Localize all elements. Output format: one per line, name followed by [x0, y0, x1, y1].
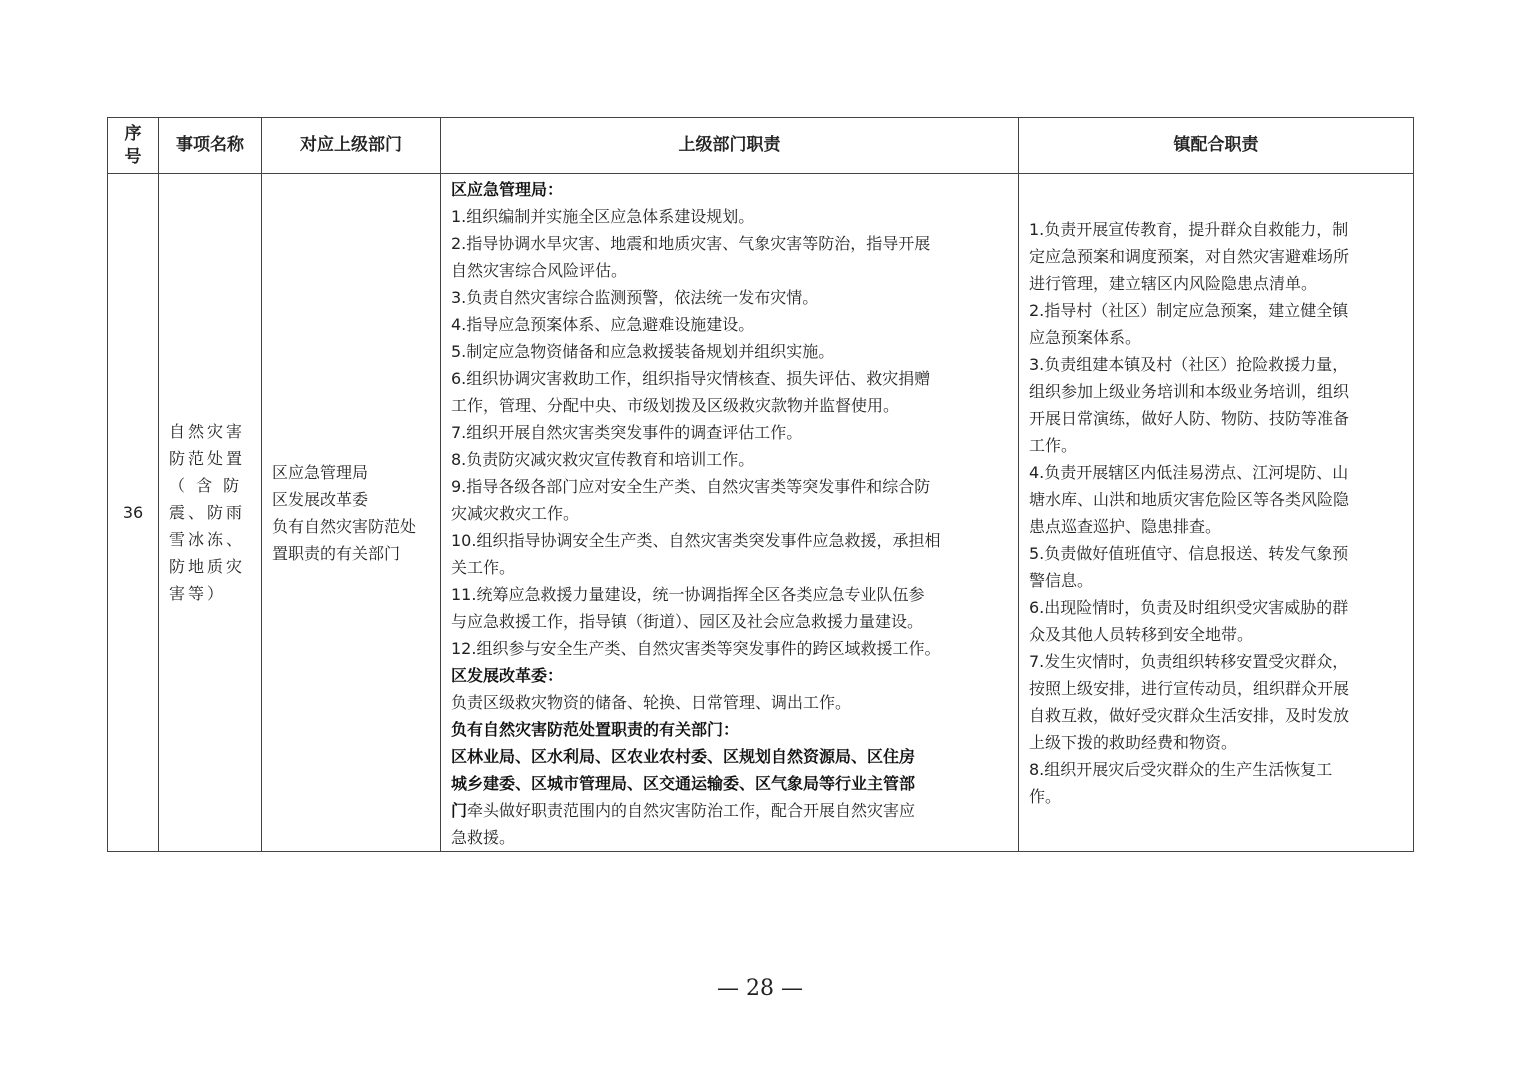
duty-line: 4.指导应急预案体系、应急避难设施建设。: [451, 315, 755, 334]
town-line: 6.出现险情时，负责及时组织受灾害威胁的群: [1029, 597, 1349, 617]
dept-line: 区发展改革委: [272, 489, 369, 509]
duty-line: 1.组织编制并实施全区应急体系建设规划。: [451, 207, 755, 226]
town-line: 塘水库、山洪和地质灾害危险区等各类风险隐: [1029, 489, 1350, 509]
header-item: 事项名称: [159, 118, 262, 174]
responsibility-table: [107, 117, 1414, 852]
page-number: — 28 —: [717, 976, 803, 1001]
duty-line: 6.组织协调灾害救助工作，组织指导灾情核查、损失评估、救灾捐赠: [451, 369, 931, 388]
row-town-duties: [1019, 174, 1414, 852]
dept-line: 负有自然灾害防范处: [272, 516, 417, 536]
duty-line: 自然灾害综合风险评估。: [451, 261, 628, 280]
item-line: 害等）: [169, 584, 227, 603]
town-line: 众及其他人员转移到安全地带。: [1029, 624, 1254, 644]
item-line: （ 含 防: [169, 476, 243, 495]
town-line: 警信息。: [1029, 570, 1094, 590]
duty-line: 关工作。: [451, 558, 516, 577]
duty-line: 10.组织指导协调安全生产类、自然灾害类突发事件应急救援，承担相: [451, 531, 941, 550]
dept-line: 置职责的有关部门: [272, 543, 401, 563]
header-seq: [108, 118, 159, 174]
town-line: 应急预案体系。: [1029, 327, 1142, 347]
header-duty: 上级部门职责: [441, 118, 1019, 174]
duty-line: 负责区级救灾物资的储备、轮换、日常管理、调出工作。: [451, 693, 852, 712]
town-line: 开展日常演练，做好人防、物防、技防等准备: [1029, 408, 1350, 428]
town-line: 2.指导村（社区）制定应急预案，建立健全镇: [1029, 300, 1349, 320]
other-depts-list-end: 门: [451, 801, 468, 820]
header-seq-label: 序 号: [124, 123, 142, 167]
duty-line: 3.负责自然灾害综合监测预警，依法统一发布灾情。: [451, 288, 819, 307]
item-line: 震、防雨: [169, 503, 246, 522]
town-line: 工作。: [1029, 435, 1078, 455]
duty-line: 12.组织参与安全生产类、自然灾害类等突发事件的跨区域救援工作。: [451, 639, 941, 658]
town-line: 8.组织开展灾后受灾群众的生产生活恢复工: [1029, 759, 1333, 779]
other-depts-list: 城乡建委、区城市管理局、区交通运输委、区气象局等行业主管部: [451, 774, 916, 793]
table-header-row: [108, 118, 1414, 174]
town-line: 定应急预案和调度预案，对自然灾害避难场所: [1029, 246, 1350, 266]
duty-line: 9.指导各级各部门应对安全生产类、自然灾害类等突发事件和综合防: [451, 477, 931, 496]
duty-line: 5.制定应急物资储备和应急救援装备规划并组织实施。: [451, 342, 835, 361]
town-line: 进行管理，建立辖区内风险隐患点清单。: [1029, 273, 1318, 293]
item-line: 防范处置: [169, 449, 246, 468]
town-line: 作。: [1029, 786, 1062, 806]
emergency-heading: 区应急管理局：: [451, 180, 564, 199]
duty-line: 8.负责防灾减灾救灾宣传教育和培训工作。: [451, 450, 755, 469]
town-line: 患点巡查巡护、隐患排查。: [1029, 516, 1222, 536]
other-depts-duty: [451, 797, 1010, 824]
town-line: 4.负责开展辖区内低洼易涝点、江河堤防、山: [1029, 462, 1349, 482]
town-line: 按照上级安排，进行宣传动员，组织群众开展: [1029, 678, 1350, 698]
row-departments: [262, 174, 441, 852]
row-seq: 36: [108, 174, 159, 852]
header-town: 镇配合职责: [1019, 118, 1414, 174]
item-line: 防地质灾: [169, 557, 246, 576]
row-item-name: [159, 174, 262, 852]
duty-line: 2.指导协调水旱灾害、地震和地质灾害、气象灾害等防治，指导开展: [451, 234, 931, 253]
town-line: 上级下拨的救助经费和物资。: [1029, 732, 1238, 752]
other-depts-duty-text: 牵头做好职责范围内的自然灾害防治工作，配合开展自然灾害应: [467, 801, 916, 820]
duty-line: 7.组织开展自然灾害类突发事件的调查评估工作。: [451, 423, 803, 442]
duty-line: 灾减灾救灾工作。: [451, 504, 580, 523]
town-line: 自救互救，做好受灾群众生活安排，及时发放: [1029, 705, 1350, 725]
reform-heading: 区发展改革委：: [451, 666, 564, 685]
item-line: 自然灾害: [169, 422, 246, 441]
town-line: 组织参加上级业务培训和本级业务培训，组织: [1029, 381, 1350, 401]
town-line: 1.负责开展宣传教育，提升群众自救能力，制: [1029, 219, 1349, 239]
town-line: 3.负责组建本镇及村（社区）抢险救援力量，: [1029, 354, 1349, 374]
dept-line: 区应急管理局: [272, 462, 369, 482]
town-line: 5.负责做好值班值守、信息报送、转发气象预: [1029, 543, 1349, 563]
item-line: 雪冰冻、: [169, 530, 246, 549]
table-row: [108, 174, 1414, 852]
row-duties: [441, 174, 1019, 852]
duty-line: 工作，管理、分配中央、市级划拨及区级救灾款物并监督使用。: [451, 396, 900, 415]
other-depts-heading: 负有自然灾害防范处置职责的有关部门：: [451, 720, 740, 739]
duty-line: 急救援。: [451, 828, 516, 847]
header-dept: 对应上级部门: [262, 118, 441, 174]
other-depts-list: 区林业局、区水利局、区农业农村委、区规划自然资源局、区住房: [451, 747, 916, 766]
duty-line: 与应急救援工作，指导镇（街道）、园区及社会应急救援力量建设。: [451, 612, 924, 631]
town-line: 7.发生灾情时，负责组织转移安置受灾群众，: [1029, 651, 1349, 671]
duty-line: 11.统筹应急救援力量建设，统一协调指挥全区各类应急专业队伍参: [451, 585, 925, 604]
